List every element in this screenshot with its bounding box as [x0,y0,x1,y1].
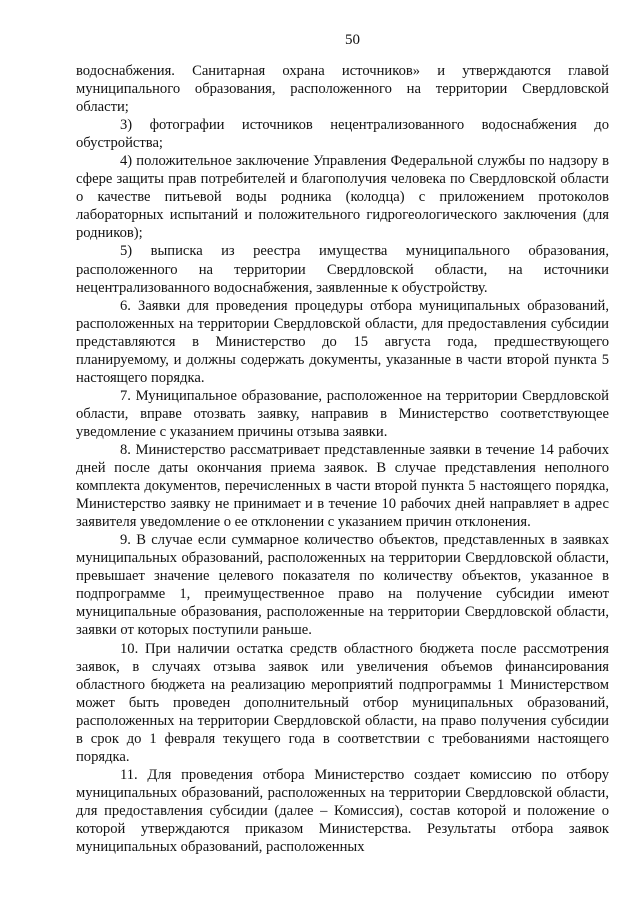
paragraph-clause-6: 6. Заявки для проведения процедуры отбора муниципальных образований, расположенных на территории Свердловской области, для предоставления субсидии представляются в Министерство до 15 августа года, предшествующего планируемому, и должны содержать документы, указанные в части второй пункта 5 настоящего порядка. [76,297,609,386]
paragraph-item-4: 4) положительное заключение Управления Федеральной службы по надзору в сфере защиты прав потребителей и благополучия человека по Свердловской области о качестве питьевой воды родника (колодца) с приложением протоколов лабораторных испытаний и положительного гидрогеологического заключения (для родников); [76,153,609,242]
paragraph-continuation: водоснабжения. Санитарная охрана источников» и утверждаются главой муниципального образования, расположенного на территории Свердловской области; [76,63,609,116]
paragraph-clause-7: 7. Муниципальное образование, расположенное на территории Свердловской области, вправе отозвать заявку, направив в Министерство соответствующее уведомление с указанием причины отзыва заявки. [76,387,609,440]
paragraph-clause-8: 8. Министерство рассматривает представленные заявки в течение 14 рабочих дней после даты окончания приема заявок. В случае представления неполного комплекта документов, перечисленных в части второй пункта 5 настоящего порядка, Министерство заявку не принимает и в течение 10 рабочих дней направляет в адрес заявителя уведомление о ее отклонении с указанием причин отклонения. [76,441,609,531]
paragraph-clause-9: 9. В случае если суммарное количество объектов, представленных в заявках муниципальных образований, расположенных на территории Свердловской области, превышает значение целевого показателя по количеству объектов, указанное в подпрограмме 1, преимущественное право на получение субсидии имеют муниципальные образования, расположенные на территории Свердловской области, заявки от которых поступили раньше. [76,532,609,639]
paragraph-clause-10: 10. При наличии остатка средств областного бюджета после рассмотрения заявок, в случаях отзыва заявок или увеличения объемов финансирования областного бюджета на реализацию мероприятий подпрограммы 1 Министерством может быть проведен дополнительный отбор муниципальных образований, расположенных на территории Свердловской области, на право получения субсидии в срок до 1 февраля текущего года в соответствии с требованиями настоящего порядка. [76,640,609,765]
paragraph-item-3: 3) фотографии источников нецентрализованного водоснабжения до обустройства; [76,117,609,152]
page-number: 50 [345,32,360,48]
paragraph-clause-11: 11. Для проведения отбора Министерство создает комиссию по отбору муниципальных образований, расположенных на территории Свердловской области, для предоставления субсидии (далее – Комиссия), состав которой и положение о которой утверждаются приказом Министерства. Результаты отбора заявок муниципальных образований, расположенных [76,766,609,856]
paragraph-item-5: 5) выписка из реестра имущества муниципального образования, расположенного на территории Свердловской области, на источники нецентрализованного водоснабжения, заявленные к обустройству. [76,243,609,296]
